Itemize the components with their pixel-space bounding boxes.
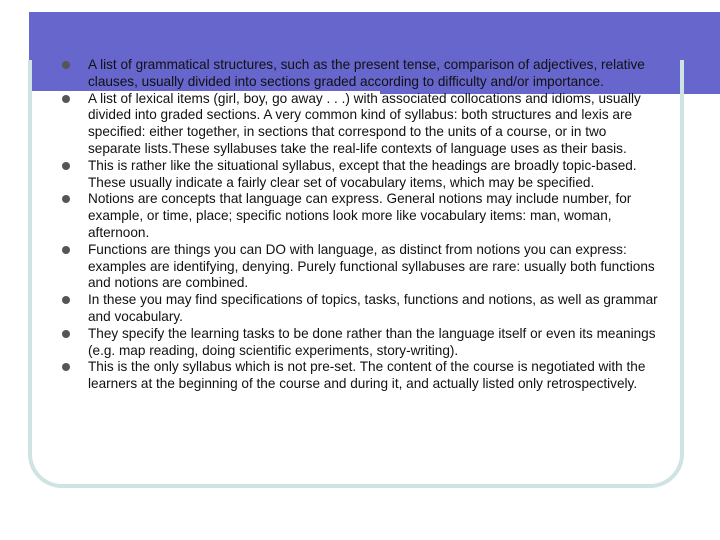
bullet-icon xyxy=(62,195,70,203)
bullet-icon xyxy=(62,162,70,170)
bullet-icon xyxy=(62,363,70,371)
list-item-text: In these you may find specifications of topics, tasks, functions and notions, as well as grammar and vocabulary. xyxy=(88,292,658,324)
list-item-text: Notions are concepts that language can express. General notions may include number, for example, or time, place; specific notions look more like vocabulary items: man, woman, afternoon. xyxy=(88,191,632,240)
list-item-text: A list of lexical items (girl, boy, go away . . .) with associated collocations and idioms, usually divided into graded sections. A very common kind of syllabus: both structures and lexis are specified: either together, in sections that correspond to the units of a course, or in two separate lists.These syllabuses take the real-life contexts of language uses as their basis. xyxy=(88,90,641,156)
bullet-icon xyxy=(62,296,70,304)
bullet-icon xyxy=(62,61,70,69)
list-item-text: This is rather like the situational syllabus, except that the headings are broadly topic-based. These usually indicate a fairly clear set of vocabulary items, which may be specified. xyxy=(88,157,637,190)
list-item xyxy=(62,158,662,192)
bullet-icon xyxy=(62,95,70,103)
list-item xyxy=(62,292,662,326)
list-item-text: Functions are things you can DO with language, as distinct from notions you can express: examples are identifying, denying. Purely functional syllabuses are rare: usually both functions and notions are combined. xyxy=(88,241,655,291)
list-item-text: A list of grammatical structures, such as the present tense, comparison of adjectives, relative clauses, usually divided into sections graded according to difficulty and/or importance. xyxy=(88,57,645,89)
bullet-icon xyxy=(62,246,70,254)
syllabus-bullet-list xyxy=(62,57,662,393)
list-item-text: This is the only syllabus which is not pre-set. The content of the course is negotiated with the learners at the beginning of the course and during it, and actually listed only retrospectively. xyxy=(88,359,646,392)
list-item xyxy=(62,191,662,241)
list-item xyxy=(62,57,662,91)
bullet-icon xyxy=(62,330,70,338)
list-item xyxy=(62,91,662,158)
list-item xyxy=(62,326,662,360)
list-item-text: They specify the learning tasks to be done rather than the language itself or even its meanings (e.g. map reading, doing scientific experiments, story-writing). xyxy=(88,325,656,358)
list-item xyxy=(62,359,662,393)
list-item xyxy=(62,242,662,292)
